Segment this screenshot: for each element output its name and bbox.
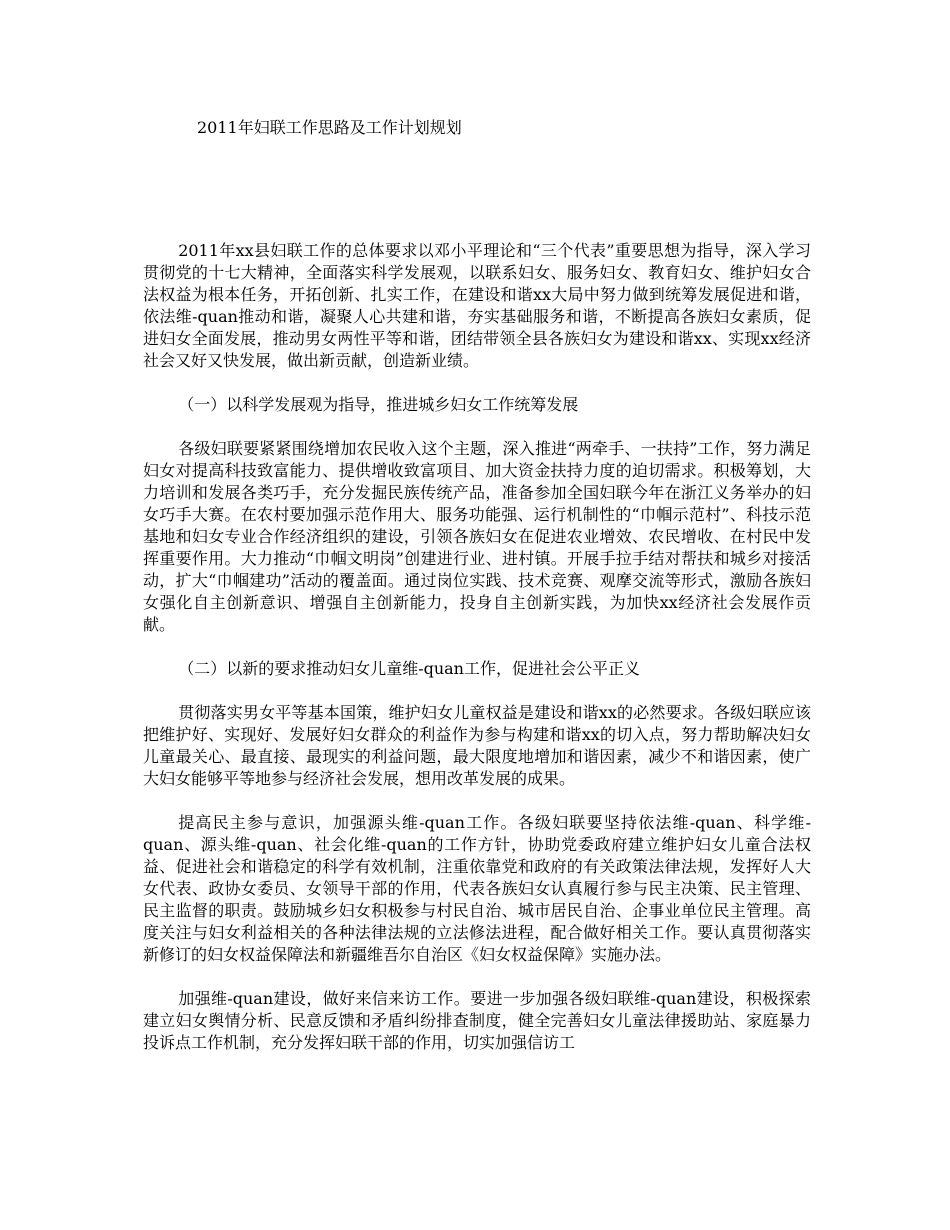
section-2-paragraph-1: 贯彻落实男女平等基本国策，维护妇女儿童权益是建设和谐xx的必然要求。各级妇联应该把维护好、实现好、发展好妇女群众的利益作为参与构建和谐xx的切入点，努力帮助解决妇女儿童最关心、最直接、最现实的利益问题，最大限度地增加和谐因素，减少不和谐因素，使广大妇女能够平等地参与经济社会发展，想用改革发展的成果。 (143, 703, 811, 788)
document-body (143, 240, 811, 1076)
intro-paragraph: 2011年xx县妇联工作的总体要求以邓小平理论和“三个代表”重要思想为指导，深入学习贯彻党的十七大精神，全面落实科学发展观，以联系妇女、服务妇女、教育妇女、维护妇女合法权益为根本任务，开拓创新、扎实工作，在建设和谐xx大局中努力做到统筹发展促进和谐，依法维-quan推动和谐，凝聚人心共建和谐，夯实基础服务和谐，不断提高各族妇女素质，促进妇女全面发展，推动男女两性平等和谐，团结带领全县各族妇女为建设和谐xx、实现xx经济社会又好又快发展，做出新贡献，创造新业绩。 (143, 241, 811, 370)
section-1-paragraph: 各级妇联要紧紧围绕增加农民收入这个主题，深入推进“两牵手、一扶持”工作，努力满足妇女对提高科技致富能力、提供增收致富项目、加大资金扶持力度的迫切需求。积极筹划，大力培训和发展各类巧手，充分发掘民族传统产品，准备参加全国妇联今年在浙江义务举办的妇女巧手大赛。在农村要加强示范作用大、服务功能强、运行机制性的“巾帼示范村”、科技示范基地和妇女专业合作经济组织的建设，引领各族妇女在促进农业增效、农民增收、在村民中发挥重要作用。大力推动“巾帼文明岗”创建进行业、进村镇。开展手拉手结对帮扶和城乡对接活动，扩大“巾帼建功”活动的覆盖面。通过岗位实践、技术竞赛、观摩交流等形式，激励各族妇女强化自主创新意识、增强自主创新能力，投身自主创新实践，为加快xx经济社会发展作贡献。 (143, 439, 811, 634)
section-2-paragraph-2: 提高民主参与意识，加强源头维-quan工作。各级妇联要坚持依法维-quan、科学维-quan、源头维-quan、社会化维-quan的工作方针，协助党委政府建立维护妇女儿童合法权益、促进社会和谐稳定的科学有效机制，注重依靠党和政府的有关政策法律法规，发挥好人大女代表、政协女委员、女领导干部的作用，代表各族妇女认真履行参与民主决策、民主管理、民主监督的职责。鼓励城乡妇女积极参与村民自治、城市居民自治、企事业单位民主管理。高度关注与妇女利益相关的各种法律法规的立法修法进程，配合做好相关工作。要认真贯彻落实新修订的妇女权益保障法和新疆维吾尔自治区《妇女权益保障》实施办法。 (143, 813, 811, 964)
section-heading-1: （一）以科学发展观为指导，推进城乡妇女工作统筹发展 (178, 395, 579, 414)
section-2-paragraph-3: 加强维-quan建设，做好来信来访工作。要进一步加强各级妇联维-quan建设，积极探索建立妇女舆情分析、民意反馈和矛盾纠纷排查制度，健全完善妇女儿童法律援助站、家庭暴力投诉点工作机制，充分发挥妇联干部的作用，切实加强信访工 (143, 989, 811, 1052)
document-title: 2011年妇联工作思路及工作计划规划 (197, 118, 462, 137)
section-heading-2: （二）以新的要求推动妇女儿童维-quan工作，促进社会公平正义 (178, 659, 640, 678)
